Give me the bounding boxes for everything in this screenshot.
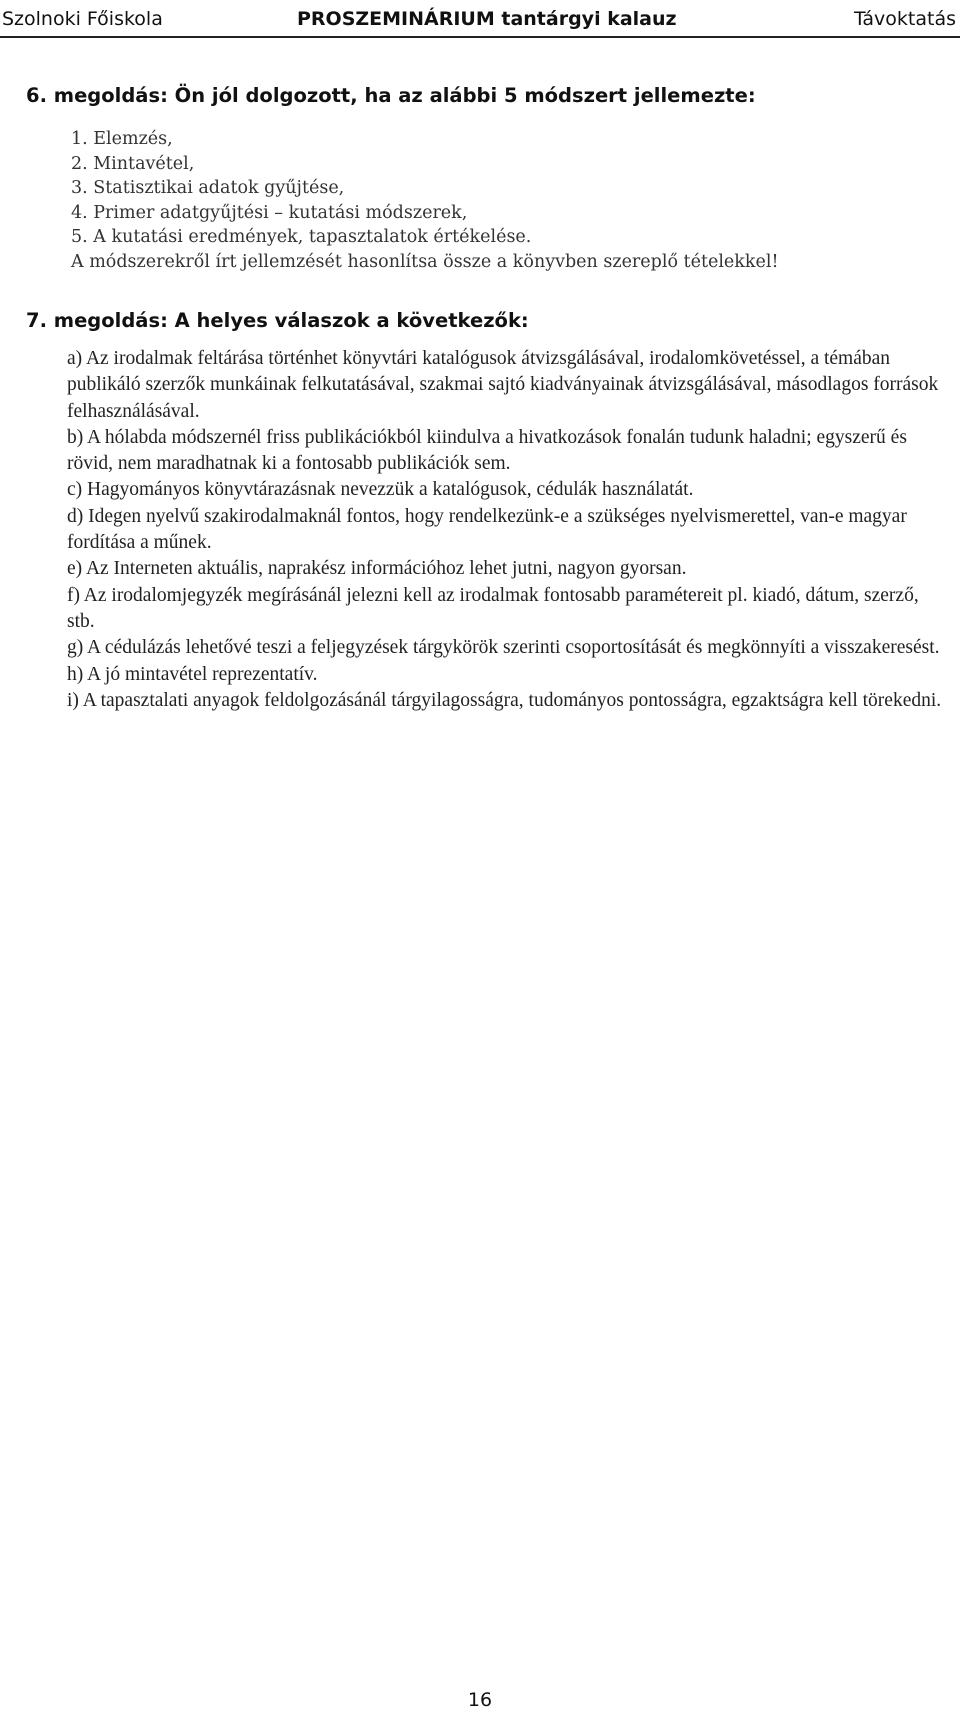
list-item: 5. A kutatási eredmények, tapasztalatok értékelése. [71,227,532,247]
section-6-heading: 6. megoldás: Ön jól dolgozott, ha az alábbi 5 módszert jellemezte: [26,84,756,107]
list-item: 3. Statisztikai adatok gyűjtése, [71,178,345,198]
list-item: 2. Mintavétel, [71,153,195,174]
answer-item: b) A hólabda módszernél friss publikációkból kiindulva a hivatkozások fonalán tudunk haladni; egyszerű és rövid, nem maradhatnak ki a fontosabb publikációk sem. [67,426,907,475]
section-7-answers [67,346,947,714]
page-number: 16 [467,1689,493,1711]
section-7-heading: 7. megoldás: A helyes válaszok a következők: [26,309,529,332]
header-divider [0,36,960,38]
answer-item: g) A cédulázás lehetővé teszi a feljegyzések tárgykörök szerinti csoportosítását és megkönnyíti a visszakeresést. [67,637,940,659]
answer-item: h) A jó mintavétel reprezentatív. [67,663,318,685]
header-institution: Szolnoki Főiskola [2,8,163,30]
page-header [0,4,960,34]
answer-item: a) Az irodalmak feltárása történhet könyvtári katalógusok átvizsgálásával, irodalomkövetéssel, a témában publikáló szerzők munkáinak felkutatásával, szakmai sajtó kiadványainak átvizsgálásával, másodlagos források felhasználásával. [67,348,939,422]
answer-item: e) Az Interneten aktuális, naprakész információhoz lehet jutni, nagyon gyorsan. [67,558,687,580]
section-6-list [71,127,778,274]
list-item: A módszerekről írt jellemzését hasonlítsa össze a könyvben szereplő tételekkel! [71,251,779,272]
answer-item: d) Idegen nyelvű szakirodalmaknál fontos, hogy rendelkezünk-e a szükséges nyelvismerettel, van-e magyar fordítása a műnek. [67,505,907,554]
answer-item: c) Hagyományos könyvtárazásnak nevezzük a katalógusok, cédulák használatát. [67,479,694,501]
header-course-title: PROSZEMINÁRIUM tantárgyi kalauz [297,8,677,30]
list-item: 4. Primer adatgyűjtési – kutatási módszerek, [71,202,468,223]
list-item: 1. Elemzés, [71,129,173,149]
header-program: Távoktatás [853,8,956,30]
answer-item: f) Az irodalomjegyzék megírásánál jelezni kell az irodalmak fontosabb paramétereit pl. kiadó, dátum, szerző, stb. [67,584,919,632]
answer-item: i) A tapasztalati anyagok feldolgozásánál tárgyilagosságra, tudományos pontosságra, egzaktságra kell törekedni. [67,689,942,711]
